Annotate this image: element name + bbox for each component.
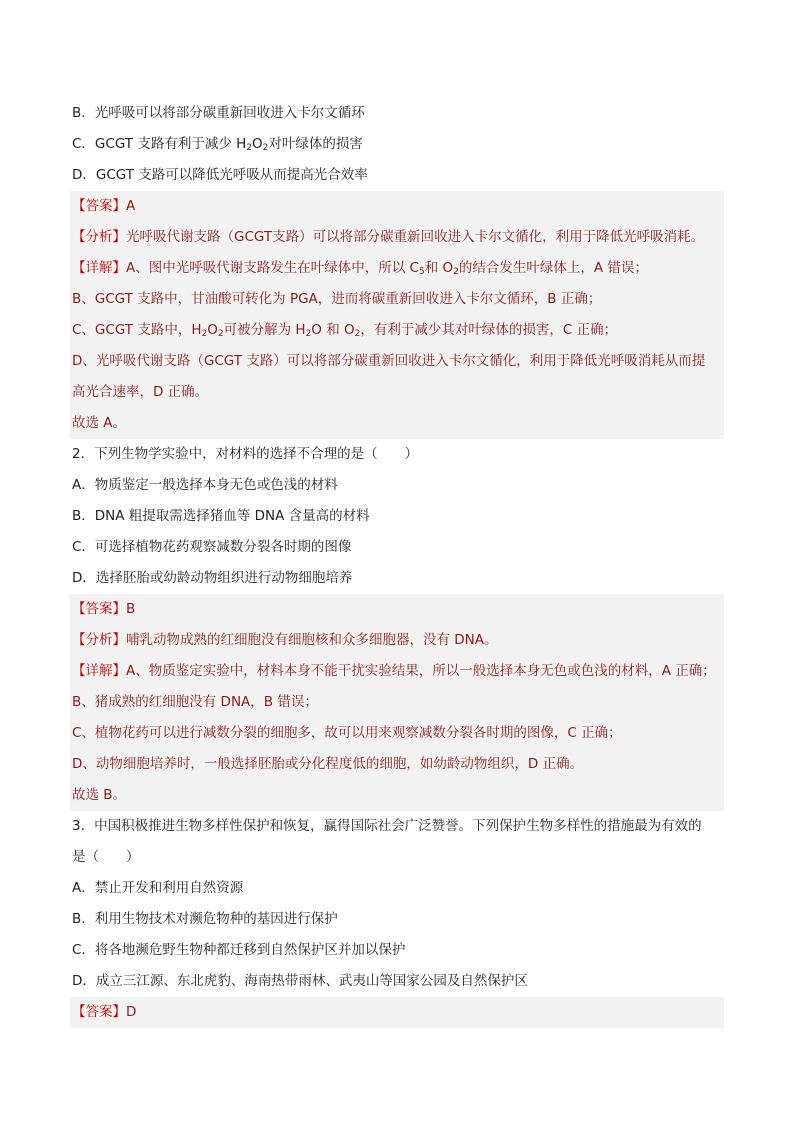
detail-tag: 【详解】 xyxy=(72,663,126,679)
q2-analysis-row xyxy=(70,625,724,656)
q1-detail-d-line1: D、光呼吸代谢支路（GCGT 支路）可以将部分碳重新回收进入卡尔文循化，利用于降低光呼吸消耗从而提 xyxy=(70,346,724,377)
q2-detail-d: D、动物细胞培养时，一般选择胚胎或分化程度低的细胞，如幼龄动物组织，D 正确。 xyxy=(70,749,724,780)
answer-tag: 【答案】 xyxy=(72,601,126,617)
answer-tag: 【答案】 xyxy=(72,1004,126,1020)
q1-conclusion: 故选 A。 xyxy=(70,408,724,439)
answer-value: A xyxy=(126,198,136,214)
answer-value: D xyxy=(126,1004,137,1020)
document-page xyxy=(70,98,724,1028)
q1-detail-c: C、GCGT 支路中，$H_2O_2$可被分解为 $H_2O$ 和 $O_2$，有利于减少其对叶绿体的损害，C 正确； xyxy=(70,315,724,346)
q2-answer-row xyxy=(70,594,724,625)
q2-detail-b: B、猪成熟的红细胞没有 DNA，B 错误； xyxy=(70,687,724,718)
q1-option-d: D．GCGT 支路可以降低光呼吸从而提高光合效率 xyxy=(72,167,368,183)
q2-conclusion: 故选 B。 xyxy=(70,780,724,811)
q1-option-c: C．GCGT 支路有利于减少 $H_2O_2$对叶绿体的损害 xyxy=(72,136,363,153)
answer-tag: 【答案】 xyxy=(72,198,126,214)
answer-value: B xyxy=(126,601,136,617)
q1-detail-a: 【详解】A、图中光呼吸代谢支路发生在叶绿体中，所以 $C_5$和 $O_2$的结合发生叶绿体上，A 错误； xyxy=(70,253,724,284)
q3-option-c: C．将各地濒危野生物种都迁移到自然保护区并加以保护 xyxy=(72,942,406,958)
q2-option-d: D．选择胚胎或幼龄动物组织进行动物细胞培养 xyxy=(72,570,353,586)
q2-option-c: C．可选择植物花药观察减数分裂各时期的图像 xyxy=(72,539,352,555)
analysis-text: 光呼吸代谢支路（GCGT支路）可以将部分碳重新回收进入卡尔文循化，利用于降低光呼吸消耗。 xyxy=(126,229,705,245)
q3-option-a: A．禁止开发和利用自然资源 xyxy=(72,880,244,896)
q3-answer-row xyxy=(70,997,724,1028)
q2-option-b: B．DNA 粗提取需选择猪血等 DNA 含量高的材料 xyxy=(72,508,370,524)
q3-option-b: B．利用生物技术对濒危物种的基因进行保护 xyxy=(72,911,338,927)
analysis-text: 哺乳动物成熟的红细胞没有细胞核和众多细胞器，没有 DNA。 xyxy=(126,632,498,648)
q1-detail-d-line2: 高光合速率，D 正确。 xyxy=(70,377,724,408)
q2-stem: 2．下列生物学实验中，对材料的选择不合理的是（ ） xyxy=(72,446,419,462)
q1-analysis-row xyxy=(70,222,724,253)
q1-detail-b: B、GCGT 支路中，甘油酸可转化为 PGA，进而将碳重新回收进入卡尔文循环，B 正确； xyxy=(70,284,724,315)
analysis-tag: 【分析】 xyxy=(72,229,126,245)
analysis-tag: 【分析】 xyxy=(72,632,126,648)
q2-detail-c: C、植物花药可以进行减数分裂的细胞多，故可以用来观察减数分裂各时期的图像，C 正确； xyxy=(70,718,724,749)
q3-stem-line1: 3．中国积极推进生物多样性保护和恢复，赢得国际社会广泛赞誉。下列保护生物多样性的措施最为有效的 xyxy=(72,818,702,834)
q1-option-b: B．光呼吸可以将部分碳重新回收进入卡尔文循环 xyxy=(72,105,365,121)
q3-option-d: D．成立三江源、东北虎豹、海南热带雨林、武夷山等国家公园及自然保护区 xyxy=(72,973,528,989)
q2-detail-a: 【详解】A、物质鉴定实验中，材料本身不能干扰实验结果，所以一般选择本身无色或色浅的材料，A 正确； xyxy=(70,656,724,687)
q2-option-a: A．物质鉴定一般选择本身无色或色浅的材料 xyxy=(72,477,338,493)
detail-tag: 【详解】 xyxy=(72,260,126,276)
q1-answer-row xyxy=(70,191,724,222)
q3-stem-line2: 是（ ） xyxy=(72,849,140,865)
